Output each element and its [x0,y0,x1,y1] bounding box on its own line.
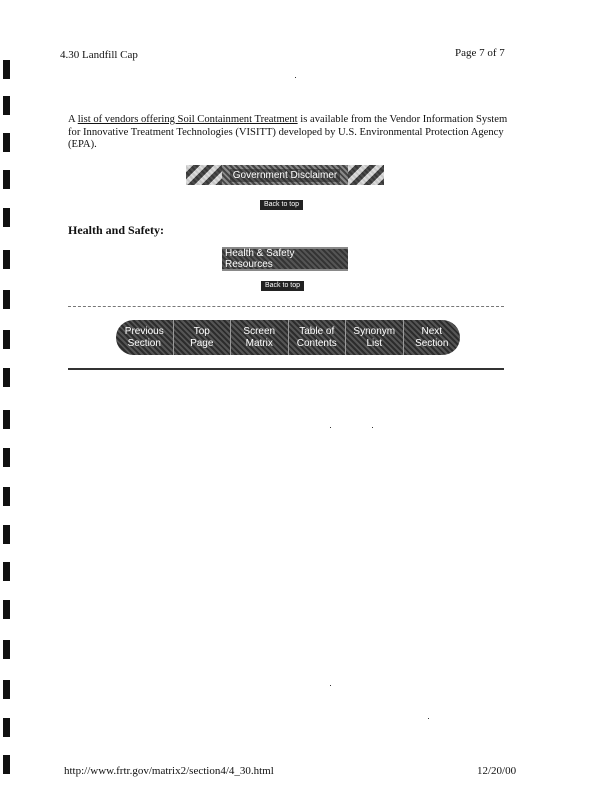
scan-speck [330,685,331,686]
government-disclaimer-banner[interactable] [186,165,384,185]
screen-matrix-button[interactable] [231,320,289,355]
synonym-list-button[interactable] [346,320,404,355]
next-section-button[interactable] [404,320,461,355]
binder-mark [3,448,10,467]
binder-mark [3,600,10,619]
scan-speck [428,718,429,719]
binder-mark [3,680,10,699]
back-to-top-button[interactable]: Back to top [260,200,303,210]
nav-label-line1: Table of [299,325,335,337]
binder-mark [3,96,10,115]
back-to-top-button[interactable]: Back to top [261,281,304,291]
binder-mark [3,640,10,659]
page-title: 4.30 Landfill Cap [60,49,138,61]
nav-label-line2: Page [190,337,214,349]
navigation-bar [116,320,460,355]
binder-mark [3,208,10,227]
binder-mark [3,718,10,737]
binder-mark [3,250,10,269]
scan-speck [295,77,296,78]
binder-mark [3,487,10,506]
nav-label-line2: Contents [296,337,337,349]
nav-label-line2: Matrix [245,337,273,349]
footer-date: 12/20/00 [477,765,517,777]
binder-mark [3,525,10,544]
table-of-contents-button[interactable] [289,320,347,355]
binder-mark [3,755,10,774]
government-disclaimer-label: Government Disclaimer [230,169,340,182]
binder-mark [3,133,10,152]
vendor-list-link[interactable]: list of vendors offering Soil Containment Treatment [77,114,298,125]
scan-speck [372,427,373,428]
nav-label-line1: Next [421,325,443,337]
nav-label-line2: List [366,337,383,349]
binder-mark [3,290,10,309]
nav-label-line1: Previous [124,325,164,337]
vendor-prefix: A [68,114,78,125]
binder-mark [3,368,10,387]
page-number: Page 7 of 7 [455,47,505,59]
divider [68,368,504,370]
binder-mark [3,60,10,79]
nav-label-line2: Section [127,337,161,349]
binder-mark [3,562,10,581]
health-safety-label: Health & Safety Resources [222,247,348,271]
previous-section-button[interactable] [116,320,174,355]
vendor-suffix: is available from the Vendor Information System for Innovative Treatment Technologies (VISITT) developed by U.S. Environmental Protection Agency (EPA). [68,114,508,150]
nav-label-line2: Section [415,337,449,349]
binder-mark [3,330,10,349]
nav-label-line1: Top [193,325,210,337]
divider [68,306,504,307]
nav-label-line1: Synonym [353,325,396,337]
health-safety-banner[interactable] [222,249,348,269]
footer-url: http://www.frtr.gov/matrix2/section4/4_30.html [64,765,274,777]
binder-mark [3,410,10,429]
health-safety-heading: Health and Safety: [68,223,164,237]
top-page-button[interactable] [174,320,232,355]
scan-speck [330,427,331,428]
binder-mark [3,170,10,189]
vendor-paragraph [68,114,508,152]
nav-label-line1: Screen [243,325,276,337]
